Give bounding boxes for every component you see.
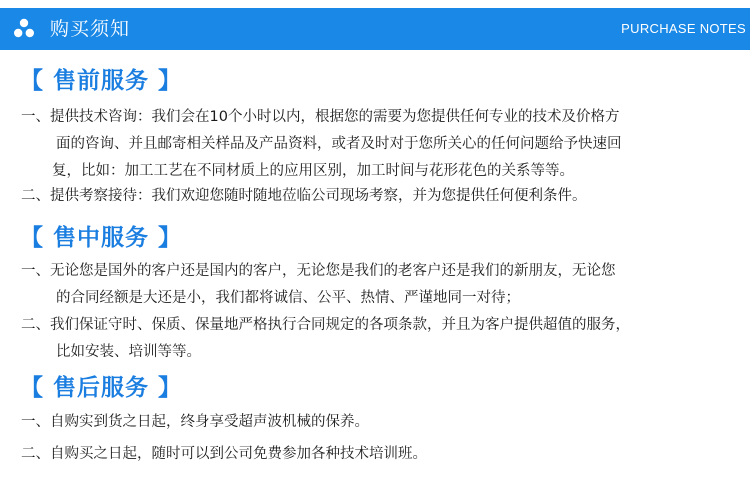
insale-item-1 [21, 258, 741, 312]
header-bar [0, 8, 750, 50]
text-line: 二、我们保证守时、保质、保量地严格执行合同规定的各项条款，并且为客户提供超值的服务， [21, 317, 630, 333]
text-line: 二、自购买之日起，随时可以到公司免费参加各种技术培训班。 [21, 446, 427, 462]
text-line: 二、提供考察接待：我们欢迎您随时随地莅临公司现场考察，并为您提供任何便利条件。 [21, 188, 587, 204]
section-title-presale: 【 售前服务 】 [20, 68, 183, 94]
text-line: 的合同经额是大还是小，我们都将诚信、公平、热情、严谨地同一对待； [56, 290, 520, 306]
page-title: 购买须知 [50, 18, 131, 40]
text-line: 一、无论您是国外的客户还是国内的客户，无论您是我们的老客户还是我们的新朋友，无论您 [21, 263, 616, 279]
presale-item-2 [21, 183, 741, 210]
aftersale-item-1 [21, 409, 741, 436]
insale-item-2 [21, 312, 741, 366]
text-line: 比如安装、培训等等。 [56, 344, 201, 360]
text-line: 一、自购实到货之日起，终身享受超声波机械的保养。 [21, 414, 369, 430]
text-line: 复，比如：加工工艺在不同材质上的应用区别，加工时间与花形花色的关系等等。 [52, 163, 574, 179]
section-title-aftersale: 【 售后服务 】 [20, 375, 183, 401]
presale-item-1 [21, 104, 741, 185]
trefoil-icon [12, 17, 36, 41]
text-line: 一、提供技术咨询：我们会在10个小时以内，根据您的需要为您提供任何专业的技术及价格方 [21, 109, 620, 125]
section-title-insale: 【 售中服务 】 [20, 225, 183, 251]
page-subtitle-en: PURCHASE NOTES [621, 21, 746, 36]
text-line: 面的咨询、并且邮寄相关样品及产品资料，或者及时对于您所关心的任何问题给予快速回 [56, 136, 622, 152]
aftersale-item-2 [21, 441, 741, 468]
